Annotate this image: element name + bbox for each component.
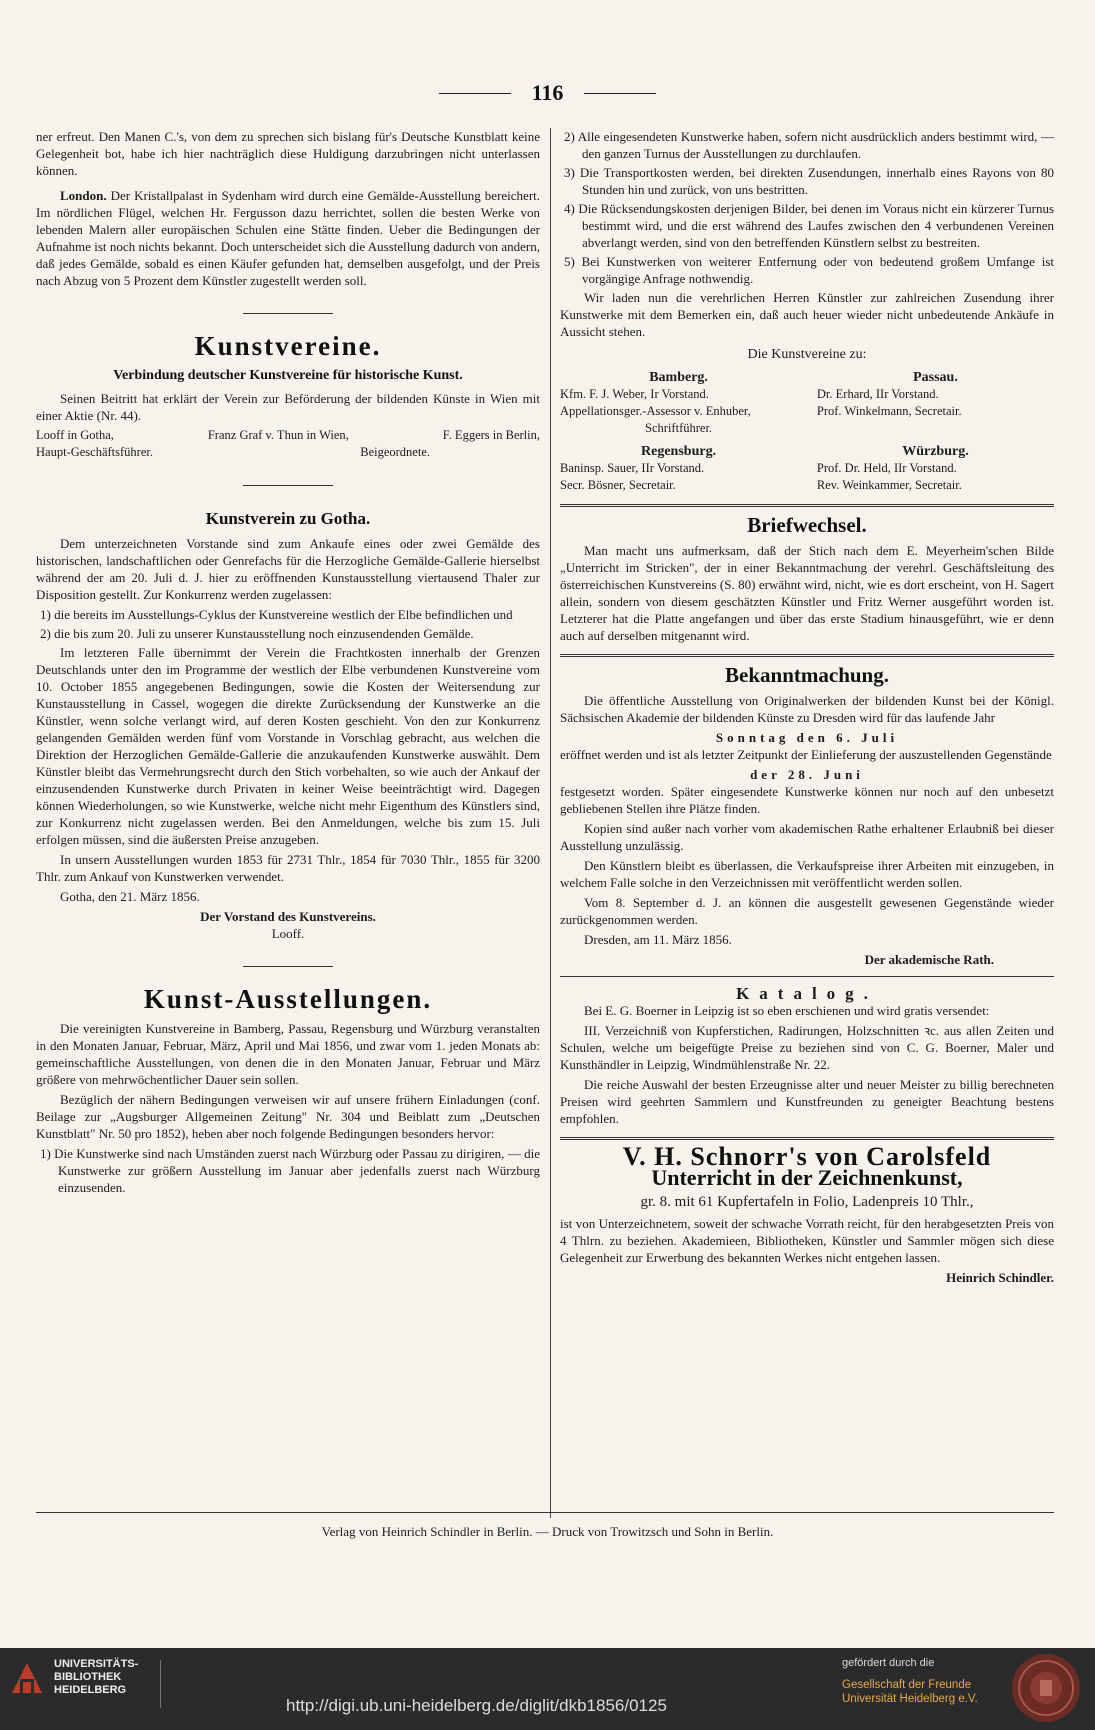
wuerzburg-line-2: Rev. Weinkammer, Secretair.: [816, 478, 962, 492]
header-rule-left: [439, 93, 511, 94]
gotha-signature-name: Looff.: [271, 926, 305, 941]
kv-role-main: Haupt-Geschäftsführer.: [36, 445, 153, 459]
kv-bamberg: [560, 369, 797, 437]
gotha-paragraph-1: Dem unterzeichneten Vorstande sind zum Ankaufe eines oder zwei Gemälde des historischen, landschaftlichen oder Genrefachs für die Herzogliche Gemälde-Gallerie hierselbst während der am 20. Juli d. J. hier zu eröffnenden Kunstausstellung viertausend Thaler zur Disposition gestellt. Zur Konkurrenz werden zugelassen:: [36, 536, 540, 602]
sponsor-name-2: Universität Heidelberg e.V.: [842, 1693, 978, 1705]
bek-paragraph-4: Kopien sind außer nach vorher vom akademischen Rathe erhaltener Erlaubniß bei dieser Ausstellung unzulässig.: [560, 821, 1054, 853]
london-text: Der Kristallpalast in Sydenham wird durch eine Gemälde-Ausstellung bereichert. Im nördlichen Flügel, welchen Hr. Fergusson dazu herrichtet, sollen die besten Werke von lebenden Malern aller europäischen Schulen eine Stätte finden. Ueber die Bedingungen der Aufnahme ist noch nichts bekannt. Doch unterscheidet sich die Ausstellung dadurch von andern, daß jedes Gemälde, sobald es einen Käufer gefunden hat, demselben ausgefolgt, und der Preis nach Abzug von 5 Prozent dem Künstler zugestellt werden soll.: [36, 188, 541, 288]
page-number: 116: [531, 80, 564, 105]
bamberg-line-3: Schriftführer.: [645, 421, 713, 435]
gotha-paragraph-3: In unsern Ausstellungen wurden 1853 für 2731 Thlr., 1854 für 7030 Thlr., 1855 für 3200 Thlr. zum Ankauf von Kunstwerken verwendet.: [36, 852, 540, 884]
section-rule: [560, 976, 1054, 977]
city-regensburg: Regensburg.: [641, 444, 717, 459]
kv-signatures-row-2: [560, 443, 1054, 494]
bekanntmachung-title: Bekanntmachung.: [725, 663, 889, 687]
section-rule: [560, 1137, 1054, 1140]
regensburg-line-1: Baninsp. Sauer, IIr Vorstand.: [560, 461, 705, 475]
bek-place-date: Dresden, am 11. März 1856.: [584, 932, 732, 947]
gotha-signature-board: Der Vorstand des Kunstvereins.: [200, 909, 376, 924]
katalog-paragraph-3: Die reiche Auswahl der besten Erzeugnisse alter und neuer Meister zu billig berechneten Preisen wird geehrten Sammlern und Kunstfreunden zu geneigter Beachtung bestens empfohlen.: [560, 1077, 1054, 1126]
bek-date-2: der 28. Juni: [750, 767, 864, 782]
katalog-title: Katalog.: [736, 984, 878, 1003]
ad-subtitle: Unterricht in der Zeichnenkunst,: [651, 1165, 963, 1190]
london-heading: London.: [60, 188, 107, 203]
kv-role-assoc: Beigeordnete.: [360, 445, 430, 459]
digitization-bar: [0, 1648, 1095, 1730]
ad-text: ist von Unterzeichnetem, soweit der schwache Vorrath reicht, für den herabgesetzten Preis von 4 Thlrn. zu beziehen. Akademieen, Bibliotheken, Künstler und Sammler mögen sich diese Gelegenheit zur Erwerbung des bekannten Werkes nicht entgehen lassen.: [560, 1216, 1054, 1265]
column-divider: [550, 128, 551, 1518]
imprint: Verlag von Heinrich Schindler in Berlin. — Druck von Trowitzsch und Sohn in Berlin.: [321, 1524, 774, 1539]
bek-paragraph-1: Die öffentliche Ausstellung von Originalwerken der bildenden Kunst bei der Königl. Sächsischen Akademie der bildenden Künste zu Dresden wird für das laufende Jahr: [560, 693, 1054, 725]
bek-paragraph-6: Vom 8. September d. J. an können die ausgestellt gewesenen Gegenstände wieder zurückgenommen werden.: [560, 895, 1054, 927]
library-name-line-1: UNIVERSITÄTS-: [54, 1658, 139, 1670]
kv-signature-thun: Franz Graf v. Thun in Wien,: [207, 428, 349, 442]
ka-item-4: 4) Die Rücksendungskosten derjenigen Bilder, bei denen im Voraus nicht ein kürzerer Turnus bestimmt wird, und die erst während des Laufes zwischen den 4 verbundenen Vereinen abverlangt werden, sind von den betreffenden Künstlern selbst zu bestreiten.: [564, 201, 1054, 250]
section-separator: [243, 966, 333, 967]
kunstvereine-text: Seinen Beitritt hat erklärt der Verein zur Beförderung der bildenden Künste in Wien mit einer Aktie (Nr. 44).: [36, 391, 540, 423]
library-name-line-3: HEIDELBERG: [54, 1684, 127, 1696]
kv-signatures: [36, 427, 540, 444]
ka-item-1: 1) Die Kunstwerke sind nach Umständen zuerst nach Würzburg oder Passau zu dirigiren, — die Kunstwerke zur größern Ausstellung im Januar aber jedenfalls zuerst nach Würzburg einzusenden.: [40, 1146, 540, 1195]
library-name: [54, 1658, 138, 1697]
right-column: [560, 128, 1054, 1286]
kv-regensburg: [560, 443, 797, 494]
header-rule-right: [584, 93, 656, 94]
library-emblem-icon: [10, 1661, 44, 1695]
gotha-item-2: 2) die bis zum 20. Juli zu unserer Kunstausstellung noch einzusendenden Gemälde.: [40, 626, 474, 641]
section-separator: [243, 313, 333, 314]
kv-signature-looff: Looff in Gotha,: [36, 428, 114, 442]
katalog-paragraph-1: Bei E. G. Boerner in Leipzig ist so eben erschienen und wird gratis versendet:: [584, 1003, 990, 1018]
bek-paragraph-3: festgesetzt worden. Später eingesendete Kunstwerke können nur noch auf den unbesetzt gebliebenen Stellen ihre Plätze finden.: [560, 784, 1054, 816]
passau-line-1: Dr. Erhard, IIr Vorstand.: [816, 387, 939, 401]
katalog-paragraph-2: III. Verzeichniß von Kupferstichen, Radirungen, Holzschnitten ꝛc. aus allen Zeiten und Schulen, welche um beigefügte Preise zu beziehen sind von C. G. Boerner, Maler und Kunsthändler in Leipzig, Windmühlenstraße Nr. 22.: [560, 1023, 1054, 1072]
sponsor-name-1: Gesellschaft der Freunde: [842, 1679, 972, 1691]
gotha-item-1: 1) die bereits im Ausstellungs-Cyklus der Kunstvereine westlich der Elbe befindlichen und: [40, 607, 513, 622]
bamberg-line-2: Appellationsger.-Assessor v. Enhuber,: [560, 404, 751, 418]
kv-signature-roles: [36, 444, 540, 461]
ad-format: gr. 8. mit 61 Kupfertafeln in Folio, Ladenpreis 10 Thlr.,: [640, 1194, 974, 1210]
bek-paragraph-2: eröffnet werden und ist als letzter Zeitpunkt der Einlieferung der auszustellenden Gegenstände: [560, 747, 1052, 762]
regensburg-line-2: Secr. Bösner, Secretair.: [560, 478, 676, 492]
university-seal-icon: [1010, 1652, 1082, 1724]
section-separator: [243, 485, 333, 486]
ad-title: V. H. Schnorr's von Carolsfeld: [622, 1142, 992, 1171]
permalink[interactable]: http://digi.ub.uni-heidelberg.de/diglit/dkb1856/0125: [286, 1696, 667, 1715]
gotha-title: Kunstverein zu Gotha.: [205, 509, 371, 528]
city-passau: Passau.: [913, 370, 958, 385]
section-rule: [560, 504, 1054, 507]
library-name-line-2: BIBLIOTHEK: [54, 1671, 122, 1683]
page-header: [0, 80, 1095, 106]
sponsor-label: gefördert durch die: [842, 1657, 935, 1669]
bek-date-1: Sonntag den 6. Juli: [715, 730, 899, 745]
kv-signature-heading: Die Kunstvereine zu:: [747, 347, 867, 362]
left-column: [36, 128, 540, 1198]
kv-signatures-row-1: [560, 369, 1054, 437]
kunstausstellungen-title: Kunst-Ausstellungen.: [143, 984, 433, 1014]
gotha-date: Gotha, den 21. März 1856.: [60, 889, 200, 904]
gotha-paragraph-2: Im letzteren Falle übernimmt der Verein die Frachtkosten innerhalb der Grenzen Deutschlands unter den im Programme der westlich der Elbe verbundenen Kunstvereine vom 10. October 1855 angegebenen Bedingungen, sowie die Kosten der Weitersendung zur Kunstausstellung in Cassel, wogegen die direkte Zurücksendung der Kunstwerke an die Künstler, wenn solche verlangt wird, auf deren Kosten geschieht. Von den zur Konkurrenz gelangenden Gemälden werden fünf vom Vorstande in Vorschlag gebracht, aus welchen die Direktion der Herzoglichen Gemälde-Gallerie die anzukaufenden Kunstwerke auswählt. Dem Künstler bleibt das Vermehrungsrecht durch den Stich vorbehalten, so wie auch der Ankauf der einzusendenden Kunstwerke durch Privaten in keiner Weise beeinträchtigt wird. Dagegen können Wiederholungen, so wie Kunstwerke, welche nicht mehr Eigenthum des Künstlers sind, zur Konkurrenz nicht zugelassen werden. Bei den Anmeldungen, welche bis zum 15. Juli erfolgen müssen, sind die äußersten Preise anzugeben.: [36, 645, 540, 847]
city-bamberg: Bamberg.: [649, 370, 708, 385]
ka-item-5: 5) Bei Kunstwerken von weiterer Entfernung oder von bedeutend großem Umfange ist vorgängige Anfrage nothwendig.: [564, 254, 1054, 286]
city-wuerzburg: Würzburg.: [902, 444, 969, 459]
intro-paragraph: ner erfreut. Den Manen C.'s, von dem zu sprechen sich bislang für's Deutsche Kunstblatt keine Gelegenheit bot, habe ich hier nachträglich diese Huldigung darzubringen nicht unterlassen können.: [36, 129, 540, 178]
bek-signature: Der akademische Rath.: [864, 952, 994, 967]
bek-paragraph-5: Den Künstlern bleibt es überlassen, die Verkaufspreise ihrer Arbeiten mit einzugeben, in welchem Falle solche in den Verzeichnissen mit veröffentlicht werden sollen.: [560, 858, 1054, 890]
ka-paragraph-1: Die vereinigten Kunstvereine in Bamberg, Passau, Regensburg und Würzburg veranstalten in den Monaten Januar, Februar, März, April und Mai 1856, und zwar vom 1. jeden Monats ab: gemeinschaftliche Ausstellungen, von denen die in den Monaten Januar, Februar und März größere von mehrwöchentlicher Dauer sein sollen.: [36, 1021, 540, 1087]
ka-item-2: 2) Alle eingesendeten Kunstwerke haben, sofern nicht ausdrücklich anders bestimmt wird, — den ganzen Turnus der Ausstellungen zu durchlaufen.: [564, 129, 1054, 161]
wuerzburg-line-1: Prof. Dr. Held, IIr Vorstand.: [816, 461, 957, 475]
briefwechsel-title: Briefwechsel.: [747, 513, 867, 537]
ka-invitation: Wir laden nun die verehrlichen Herren Künstler zur zahlreichen Zusendung ihrer Kunstwerke mit dem Bemerken ein, daß auch heuer wieder nicht unbedeutende Ankäufe in Aussicht stehen.: [560, 290, 1054, 339]
kv-wuerzburg: [817, 443, 1054, 494]
footer-rule: [36, 1512, 1054, 1513]
kv-signature-eggers: F. Eggers in Berlin,: [442, 428, 540, 442]
verbindung-subtitle: Verbindung deutscher Kunstvereine für historische Kunst.: [113, 368, 463, 383]
logo-divider: [160, 1660, 161, 1708]
sponsor-block[interactable]: [842, 1656, 992, 1706]
bamberg-line-1: Kfm. F. J. Weber, Ir Vorstand.: [560, 387, 709, 401]
ad-signature: Heinrich Schindler.: [946, 1270, 1054, 1285]
kunstvereine-title: Kunstvereine.: [194, 331, 382, 361]
ka-item-3: 3) Die Transportkosten werden, bei direkten Zusendungen, innerhalb eines Rayons von 80 Stunden hin und zurück, von uns bestritten.: [564, 165, 1054, 197]
london-paragraph: [36, 187, 540, 289]
ka-paragraph-2: Bezüglich der nähern Bedingungen verweisen wir auf unsere frühern Einladungen (conf. Beilage zur „Augsburger Allgemeinen Zeitung" Nr. 304 und Beiblatt zum „Deutschen Kunstblatt" Nr. 50 pro 1852), heben aber noch folgende Bedingungen besonders hervor:: [36, 1092, 540, 1141]
section-rule: [560, 654, 1054, 657]
passau-line-2: Prof. Winkelmann, Secretair.: [816, 404, 962, 418]
kv-passau: [817, 369, 1054, 437]
briefwechsel-text: Man macht uns aufmerksam, daß der Stich nach dem E. Meyerheim'schen Bilde „Unterricht im Stricken", der in einer Bekanntmachung der verehrl. Geschäftsleitung des österreichischen Kunstvereins (S. 80) erwähnt wird, nicht, wie es dort erscheint, von H. Sagert allein, sondern von diesem geschätzten Künstler und Fritz Werner ausgeführt worden ist. Letzterer hat die Platte angefangen und über das erste Stadium hinausgeführt, wie er denn auch auf derselben mitgenannt wird.: [560, 543, 1054, 643]
library-logo[interactable]: [10, 1658, 138, 1697]
